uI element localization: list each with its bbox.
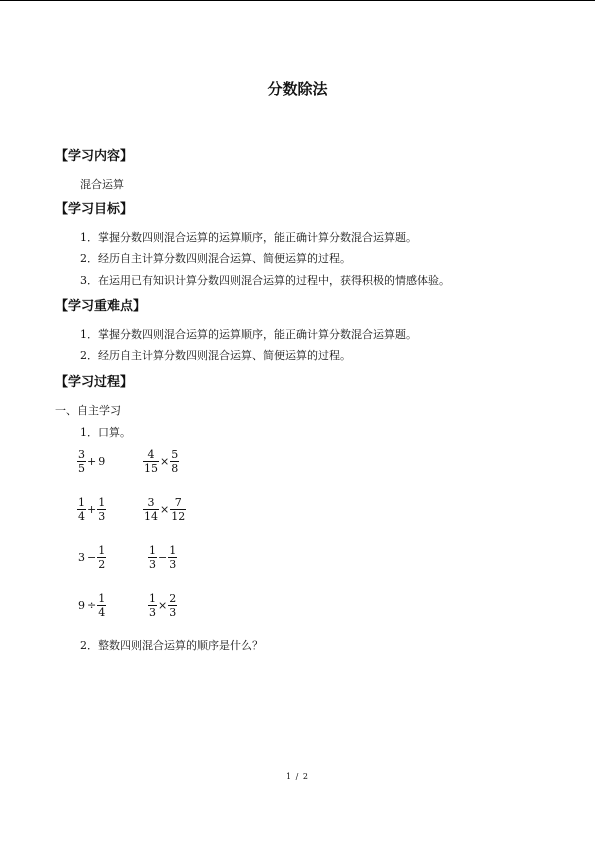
exercise-3: [77, 496, 106, 523]
exercise-8: [148, 592, 177, 619]
page-total: 2: [302, 772, 309, 781]
fraction: $\frac{7}{12}$: [171, 496, 186, 523]
operator: ×: [160, 503, 170, 516]
heading-keypoints: 【学习重难点】: [55, 299, 147, 314]
question-1: 1．口算。: [80, 426, 131, 439]
goal-item-3: 3．在运用已有知识计算分数四则混合运算的过程中，获得积极的情感体验。: [80, 274, 450, 287]
keypoint-item-1: 1．掌握分数四则混合运算的运算顺序，能正确计算分数混合运算题。: [80, 328, 417, 341]
fraction: $\frac{4}{15}$: [144, 448, 158, 475]
page-number: [0, 772, 595, 781]
question-2: 2．整数四则混合运算的顺序是什么？: [80, 639, 263, 652]
keypoint-item-2: 2．经历自主计算分数四则混合运算、简便运算的过程。: [80, 349, 351, 362]
whole-number: 9: [98, 455, 106, 468]
operator: +: [87, 503, 97, 516]
fraction: $\frac{3}{14}$: [144, 496, 158, 523]
whole-number: 3: [78, 551, 85, 564]
operator: −: [87, 551, 97, 564]
operator: ×: [158, 599, 168, 612]
operator: ÷: [87, 599, 97, 612]
fraction: $\frac{1}{3}$: [169, 544, 177, 571]
fraction: $\frac{1}{3}$: [149, 592, 156, 619]
fraction: $\frac{3}{5}$: [78, 448, 85, 475]
page-separator: /: [295, 772, 300, 781]
exercise-4: [143, 496, 186, 523]
fraction: $\frac{2}{3}$: [169, 592, 177, 619]
heading-process: 【学习过程】: [55, 375, 134, 390]
fraction: $\frac{1}{4}$: [98, 592, 106, 619]
exercise-1: [77, 448, 106, 475]
operator: −: [158, 551, 168, 564]
page-title: 分数除法: [267, 80, 328, 98]
process-subheading: 一、自主学习: [55, 404, 121, 417]
top-rule: [0, 0, 595, 1]
fraction: $\frac{5}{8}$: [171, 448, 179, 475]
fraction: $\frac{1}{4}$: [78, 496, 85, 523]
operator: +: [87, 455, 97, 468]
exercise-6: [148, 544, 177, 571]
content-text: 混合运算: [80, 178, 124, 191]
goal-item-1: 1．掌握分数四则混合运算的运算顺序，能正确计算分数混合运算题。: [80, 231, 417, 244]
exercise-5: [77, 544, 106, 571]
operator: ×: [160, 455, 170, 468]
heading-content: 【学习内容】: [55, 149, 134, 164]
fraction: $\frac{1}{2}$: [98, 544, 106, 571]
exercise-7: [77, 592, 106, 619]
page-current: 1: [286, 772, 293, 781]
exercise-2: [143, 448, 179, 475]
fraction: $\frac{1}{3}$: [149, 544, 156, 571]
whole-number: 9: [78, 599, 85, 612]
goal-item-2: 2．经历自主计算分数四则混合运算、简便运算的过程。: [80, 252, 351, 265]
heading-goals: 【学习目标】: [55, 202, 134, 217]
fraction: $\frac{1}{3}$: [98, 496, 106, 523]
